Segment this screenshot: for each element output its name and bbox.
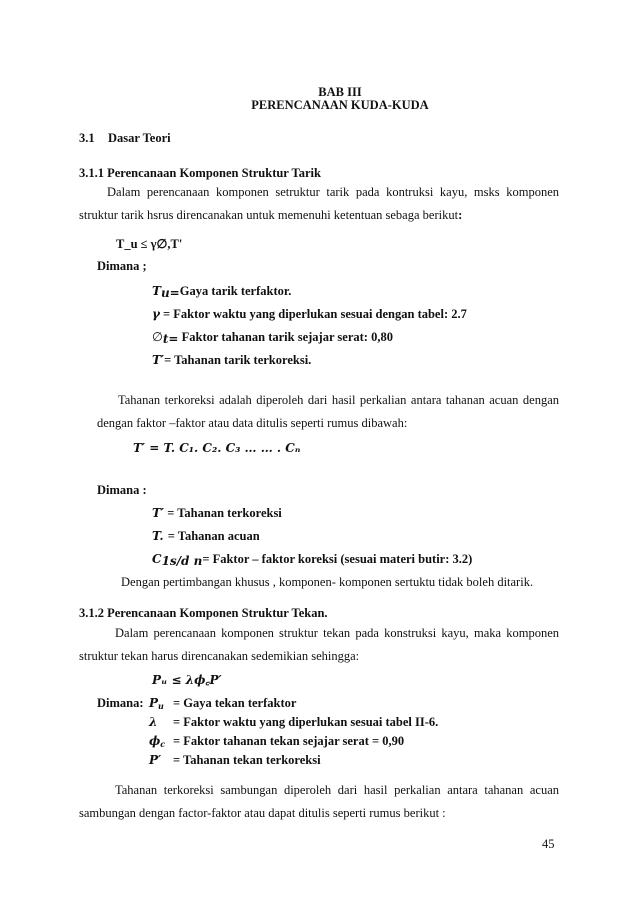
- definition-row: $C_{1s/d n}=$ Faktor – faktor koreksi (sesuai materi butir: 3.2): [152, 552, 473, 568]
- definition-row: $T_{u=}Gaya$ tarik terfaktor.: [152, 284, 292, 300]
- definition-row: T′= Tahanan tarik terkoreksi.: [152, 353, 312, 367]
- paragraph-line: Tahanan terkoreksi adalah diperoleh dari hasil perkalian antara tahanan acuan dengan: [118, 393, 559, 407]
- paragraph-line: dengan faktor –faktor atau data ditulis seperti rumus dibawah:: [97, 416, 408, 430]
- page-number: 45: [542, 837, 555, 851]
- paragraph-line: struktur tarik hsrus direncanakan untuk memenuhi ketentuan sebaga berikut:: [79, 208, 463, 222]
- paragraph-line: Tahanan terkoreksi sambungan diperoleh dari hasil perkalian antara tahanan acuan: [115, 783, 559, 797]
- definition-row: P′ = Tahanan tekan terkoreksi: [149, 753, 321, 767]
- definition-row: γ = Faktor waktu yang diperlukan sesuai dengan tabel: 2.7: [152, 307, 467, 321]
- chapter-title: PERENCANAAN KUDA-KUDA: [251, 98, 429, 112]
- note-line: Dengan pertimbangan khusus , komponen- komponen sertuktu tidak boleh ditarik.: [121, 575, 534, 589]
- definition-row: T. = Tahanan acuan: [152, 529, 260, 543]
- definition-row: $P_u$ = Gaya tekan terfaktor: [149, 696, 297, 711]
- paragraph-line: struktur tekan harus direncanakan sedemikian sehingga:: [79, 649, 360, 663]
- dimana-label: Dimana ;: [97, 259, 147, 273]
- formula: Pᵤ ≤ λϕ꜀P′: [152, 673, 222, 687]
- definition-row: λ = Faktor waktu yang diperlukan sesuai tabel II-6.: [149, 715, 439, 729]
- definition-row: $\phi_c$ = Faktor tahanan tekan sejajar serat = 0,90: [149, 734, 405, 749]
- paragraph-line: Dalam perencanaan komponen setruktur tarik pada kontruksi kayu, msks komponen: [107, 185, 559, 199]
- chapter-label: BAB III: [318, 85, 362, 99]
- subsection-heading: 3.1.1 Perencanaan Komponen Struktur Tarik: [79, 166, 321, 180]
- dimana-label: Dimana:: [97, 696, 144, 710]
- dimana-label: Dimana :: [97, 483, 147, 497]
- formula: T_u ≤ γ∅,T': [116, 237, 183, 251]
- section-number: 3.1: [79, 131, 95, 145]
- formula: T′ = T. C₁. C₂. C₃ … … . Cₙ: [133, 441, 301, 455]
- section-title: Dasar Teori: [108, 131, 171, 145]
- paragraph-line: Dalam perencanaan komponen struktur tekan pada konstruksi kayu, maka komponen: [115, 626, 559, 640]
- paragraph-line: sambungan dengan factor-faktor atau dapat ditulis seperti rumus berikut :: [79, 806, 446, 820]
- subsection-heading: 3.1.2 Perencanaan Komponen Struktur Tekan.: [79, 606, 328, 620]
- definition-row: T′ = Tahanan terkoreksi: [152, 506, 282, 520]
- definition-row: $\emptyset_{t=}$ Faktor tahanan tarik sejajar serat: 0,80: [152, 330, 393, 346]
